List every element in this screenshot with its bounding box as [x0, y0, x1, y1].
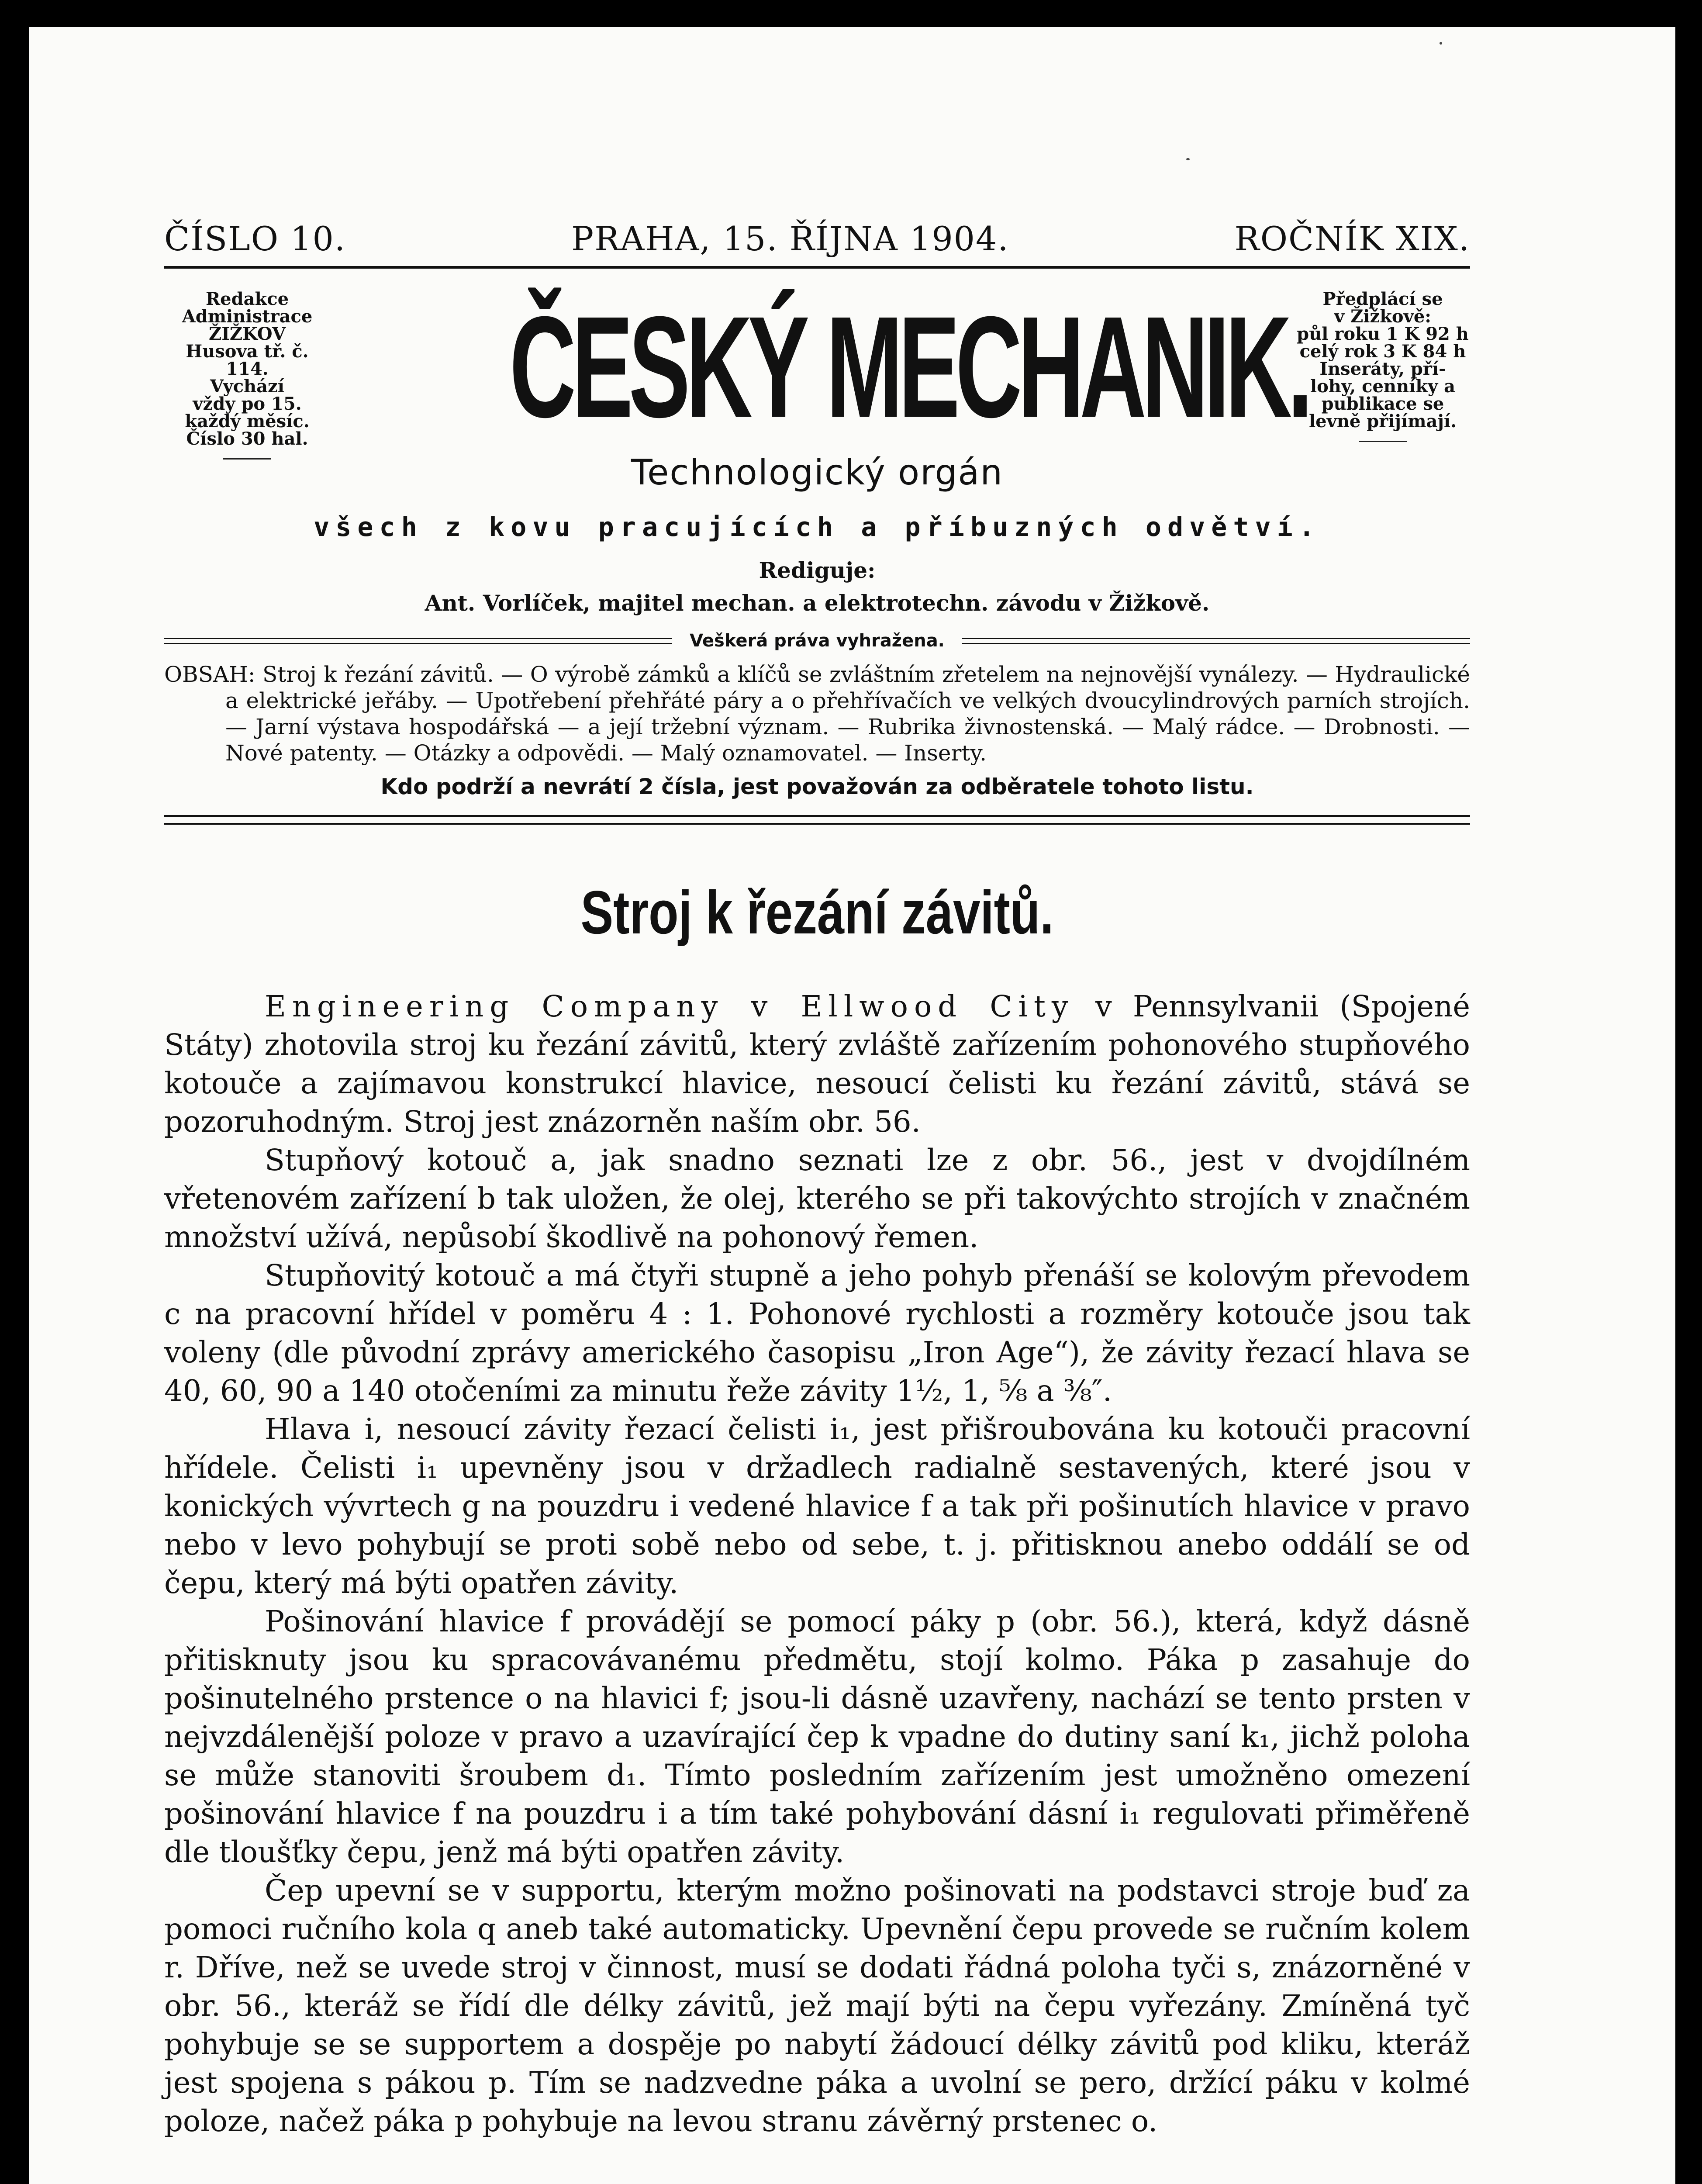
table-of-contents: OBSAH: Stroj k řezání závitů. — O výrobě zámků a klíčů se zvláštním zřetelem na nejnovější vynálezy. — Hydraulické a elektrické jeřáby. — Upotřebení přehřáté páry a o přehřívačích ve velkých dvoucylindrových parních strojích. — Jarní výstava hospodářská — a její tržební význam. — Rubrika živnostenská. — Malý rádce. — Drobnosti. — Nové patenty. — Otázky a odpovědi. — Malý oznamovatel. — Inserty.	[164, 662, 1470, 766]
paragraph: Stupňový kotouč a, jak snadno seznati lze z obr. 56., jest v dvojdílném vřetenovém zařízení b tak uložen, že olej, kterého se při takovýchto strojích v značném množství užívá, nepůsobí škodlivě na pohonový řemen.	[164, 1143, 1470, 1254]
masthead-subtitle: Technologický orgán	[631, 452, 1004, 493]
ink-speck	[1440, 42, 1442, 45]
editorial-info-box	[164, 290, 330, 460]
paragraph-text: v Pennsylvanii (Spojené Státy) zhotovila stroj ku řezání závitů, který zvláště zařízením pohonového stupňového kotouče a zajímavou konstrukcí hlavice, nesoucí čelisti ku řezání závitů, stává se pozoruhodným. Stroj jest znázorněn naším obr. 56.	[164, 989, 1470, 1139]
info-line: Husova tř. č. 114.	[186, 341, 309, 379]
issue-number: ČÍSLO 10.	[164, 219, 346, 258]
article-title: Stroj k řezání závitů.	[580, 878, 1054, 947]
info-line: Administrace	[182, 306, 313, 327]
info-line: levně přijímají.	[1308, 411, 1457, 432]
info-line: půl roku 1 K 92 h	[1297, 324, 1469, 344]
header-line	[164, 219, 1470, 269]
article-body	[164, 987, 1470, 2140]
masthead	[164, 286, 1470, 474]
info-line: každý měsíc.	[185, 411, 310, 432]
info-line: Inseráty, pří-	[1319, 359, 1446, 379]
info-line: Redakce	[205, 289, 289, 309]
divider	[223, 458, 271, 460]
paragraph: Hlava i, nesoucí závity řezací čelisti i₁, jest přišroubována ku kotouči pracovní hřídele. Čelisti i₁ upevněny jsou v držadlech radialně sestavených, které jsou v konických vývrtech g na pouzdru i vedené hlavice f a tak při pošinutích hlavice v pravo nebo v levo pohybují se proti sobě nebo od sebe, t. j. přitisknou anebo oddálí se od čepu, který má býti opatřen závity.	[164, 1412, 1470, 1600]
info-line: v Žižkově:	[1334, 306, 1432, 327]
rights-row	[164, 631, 1470, 651]
editor-line: Ant. Vorlíček, majitel mechan. a elektrotechn. závodu v Žižkově.	[425, 590, 1210, 616]
info-line: celý rok 3 K 84 h	[1299, 341, 1466, 362]
info-line: lohy, cenníky a	[1310, 376, 1456, 397]
rights-notice: Veškerá práva vyhražena.	[690, 631, 945, 651]
info-line: Číslo 30 hal.	[186, 429, 308, 449]
divider	[1359, 441, 1407, 442]
company-name: Engineering Company v Ellwood City	[265, 989, 1074, 1023]
double-rule	[164, 815, 1470, 825]
subscription-info-box	[1295, 290, 1470, 442]
place-date: PRAHA, 15. ŘÍJNA 1904.	[571, 219, 1009, 258]
info-line: ŽIŽKOV	[209, 324, 286, 344]
paragraph	[164, 987, 1470, 1141]
paragraph: Stupňovitý kotouč a má čtyři stupně a jeho pohyb přenáší se kolovým převodem c na pracovní hřídel v poměru 4 : 1. Pohonové rychlosti a rozměry kotouče jsou tak voleny (dle původní zprávy amerického časopisu „Iron Age“), že závity řezací hlava se 40, 60, 90 a 140 otočeními za minutu řeže závity 1½, 1, ⅝ a ⅜″.	[164, 1258, 1470, 1408]
paragraph: Pošinování hlavice f provádějí se pomocí páky p (obr. 56.), která, když dásně přitisknuty jsou ku spracovávanému předmětu, stojí kolmo. Páka p zasahuje do pošinutelného prstence o na hlavici f; jsou-li dásně uzavřeny, nachází se tento prsten v nejvzdálenější poloze v pravo a uzavírající čep k vpadne do dutiny saní k₁, jichž poloha se může stanoviti šroubem d₁. Tímto posledním zařízením jest umožněno omezení pošinování hlavice f na pouzdru i a tím také pohybování dásní i₁ regulovati přiměřeně dle tloušťky čepu, jenž má býti opatřen závity.	[164, 1604, 1470, 1869]
ink-speck	[1186, 158, 1190, 160]
paragraph: Čep upevní se v supportu, kterým možno pošinovati na podstavci stroje buď za pomoci ručního kola q aneb také automaticky. Upevnění čepu provede se ručním kolem r. Dříve, než se uvede stroj v činnost, musí se dodati řádná poloha tyči s, znázorněné v obr. 56., kteráž se řídí dle délky závitů, jež mají býti na čepu vyřezány. Zmíněná tyč pohybuje se se supportem a dospěje po nabytí žádoucí délky závitů pod kliku, kteráž jest spojena s pákou p. Tím se nadzvedne páka a uvolní se pero, držící páku v kolmé poloze, načež páka p pohybuje na levou stranu závěrný prstenec o.	[164, 1873, 1470, 2138]
volume-number: ROČNÍK XIX.	[1234, 219, 1470, 258]
info-line: vždy po 15.	[193, 394, 302, 414]
editor-label: Rediguje:	[759, 557, 876, 583]
double-rule	[962, 638, 1470, 644]
subscription-notice: Kdo podrží a nevrátí 2 čísla, jest považován za odběratele tohoto listu.	[380, 774, 1254, 799]
double-rule	[164, 638, 672, 644]
info-line: Předplácí se	[1322, 289, 1443, 309]
masthead-tagline: všech z kovu pracujících a příbuzných odvětví.	[314, 512, 1321, 543]
masthead-title: ČESKÝ MECHANIK.	[509, 286, 1309, 447]
info-line: Vychází	[210, 376, 284, 397]
newspaper-page	[29, 27, 1675, 2184]
page-content	[164, 219, 1470, 2140]
info-line: publikace se	[1321, 394, 1444, 414]
